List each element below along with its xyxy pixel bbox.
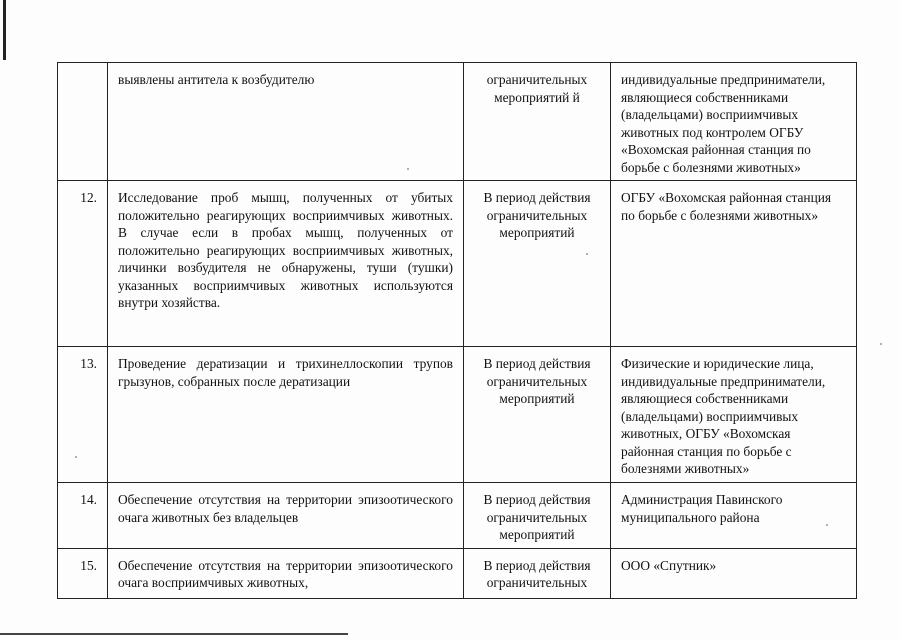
row-number: 13. bbox=[58, 347, 108, 483]
row-number: 15. bbox=[58, 548, 108, 598]
table-row bbox=[58, 63, 857, 181]
period-cell: В период действия ограничительных мероприятий bbox=[464, 181, 611, 347]
table-row bbox=[58, 548, 857, 598]
page-edge-mark bbox=[3, 0, 6, 60]
row-number: 12. bbox=[58, 181, 108, 347]
responsible-cell: индивидуальные предприниматели, являющиеся собственниками (владельцами) восприимчивых животных под контролем ОГБУ «Вохомская районная станция по борьбе с болезнями животных» bbox=[611, 63, 857, 181]
action-cell: Исследование проб мышц, полученных от убитых положительно реагирующих восприимчивых животных. В случае если в пробах мышц, полученных от положительно реагирующих восприимчивых животных, личинки возбудителя не обнаружены, туши (тушки) указанных восприимчивых животных используются внутри хозяйства. bbox=[108, 181, 464, 347]
scan-speck bbox=[826, 524, 828, 526]
responsible-cell: ООО «Спутник» bbox=[611, 548, 857, 598]
row-number: 14. bbox=[58, 483, 108, 549]
responsible-cell: Физические и юридические лица, индивидуальные предприниматели, являющиеся собственниками (владельцами) восприимчивых животных, ОГБУ «Вохомская районная станция по борьбе с болезнями животных» bbox=[611, 347, 857, 483]
row-number bbox=[58, 63, 108, 181]
action-cell: Проведение дератизации и трихинеллоскопии трупов грызунов, собранных после дератизации bbox=[108, 347, 464, 483]
period-cell: В период действия ограничительных bbox=[464, 548, 611, 598]
table-row bbox=[58, 483, 857, 549]
scan-speck bbox=[586, 253, 588, 255]
measures-table bbox=[57, 62, 857, 599]
responsible-cell: Администрация Павинского муниципального района bbox=[611, 483, 857, 549]
responsible-cell: ОГБУ «Вохомская районная станция по борьбе с болезнями животных» bbox=[611, 181, 857, 347]
period-cell: В период действия ограничительных мероприятий bbox=[464, 483, 611, 549]
table-row bbox=[58, 181, 857, 347]
action-cell: Обеспечение отсутствия на территории эпизоотического очага восприимчивых животных, bbox=[108, 548, 464, 598]
scan-speck bbox=[407, 168, 409, 170]
period-cell: В период действия ограничительных мероприятий bbox=[464, 347, 611, 483]
bottom-rule bbox=[0, 633, 348, 635]
action-cell: выявлены антитела к возбудителю bbox=[108, 63, 464, 181]
period-cell: ограничительных мероприятий й bbox=[464, 63, 611, 181]
scan-speck bbox=[75, 456, 77, 458]
table-row bbox=[58, 347, 857, 483]
action-cell: Обеспечение отсутствия на территории эпизоотического очага животных без владельцев bbox=[108, 483, 464, 549]
scan-speck bbox=[880, 343, 882, 345]
